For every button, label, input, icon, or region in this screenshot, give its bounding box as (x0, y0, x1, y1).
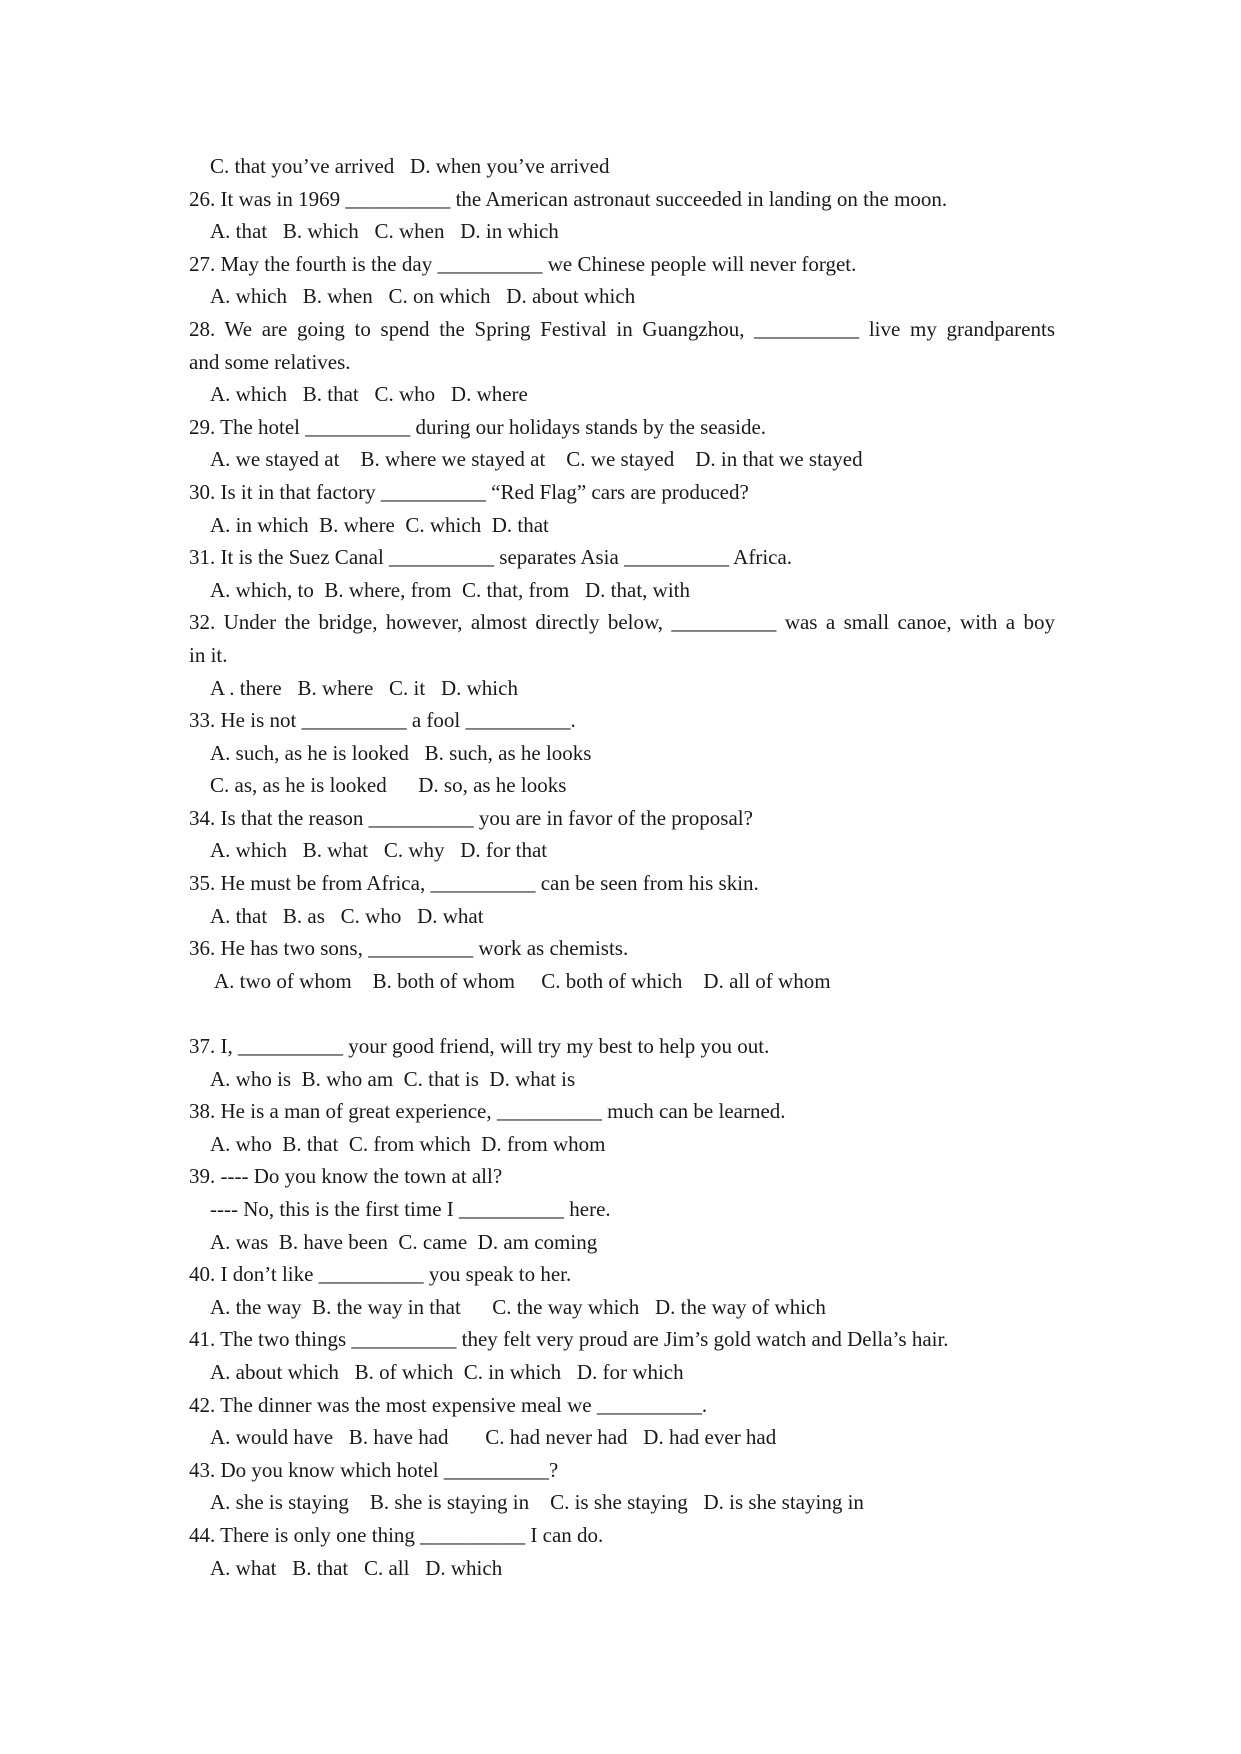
question-line: 32. Under the bridge, however, almost directly below, __________ was a small canoe, with a boy (189, 610, 1055, 635)
question-line: 35. He must be from Africa, __________ can be seen from his skin. (189, 871, 759, 896)
options-line: C. as, as he is looked D. so, as he looks (210, 773, 567, 798)
options-line: A. was B. have been C. came D. am coming (210, 1229, 598, 1254)
question-line: 27. May the fourth is the day __________ we Chinese people will never forget. (189, 251, 857, 276)
options-line: A. which, to B. where, from C. that, from D. that, with (210, 577, 691, 602)
question-line: 26. It was in 1969 __________ the American astronaut succeeded in landing on the moon. (189, 186, 948, 211)
question-line: in it. (189, 642, 228, 667)
question-line: and some relatives. (189, 349, 351, 374)
question-line: 30. Is it in that factory __________ “Red Flag” cars are produced? (189, 479, 749, 504)
options-line: A . there B. where C. it D. which (210, 675, 518, 700)
question-line: 33. He is not __________ a fool __________. (189, 708, 576, 733)
question-line: 36. He has two sons, __________ work as chemists. (189, 936, 629, 961)
question-line: 41. The two things __________ they felt very proud are Jim’s gold watch and Della’s hair. (189, 1327, 949, 1352)
question-line: 29. The hotel __________ during our holidays stands by the seaside. (189, 414, 767, 439)
question-line: 40. I don’t like __________ you speak to her. (189, 1262, 572, 1287)
options-line: C. that you’ve arrived D. when you’ve arrived (210, 154, 610, 178)
options-line: A. that B. as C. who D. what (210, 903, 484, 928)
blank-line (189, 997, 1055, 1030)
options-line: A. the way B. the way in that C. the way which D. the way of which (210, 1294, 826, 1319)
options-line: A. that B. which C. when D. in which (210, 219, 559, 244)
options-line: A. what B. that C. all D. which (210, 1555, 503, 1580)
options-line: A. who is B. who am C. that is D. what is (210, 1066, 576, 1091)
options-line: A. about which B. of which C. in which D. for which (210, 1359, 684, 1384)
question-line: 28. We are going to spend the Spring Festival in Guangzhou, __________ live my grandparents (189, 316, 1055, 341)
question-line: 39. ---- Do you know the town at all? (189, 1164, 503, 1189)
question-line: 44. There is only one thing __________ I can do. (189, 1522, 604, 1547)
options-line: A. which B. what C. why D. for that (210, 838, 548, 863)
question-line: 31. It is the Suez Canal __________ separates Asia __________ Africa. (189, 545, 793, 570)
options-line: A. would have B. have had C. had never had D. had ever had (210, 1425, 777, 1450)
question-line: 38. He is a man of great experience, __________ much can be learned. (189, 1099, 786, 1124)
exercise-sheet (189, 150, 1055, 1584)
options-line: A. who B. that C. from which D. from whom (210, 1131, 606, 1156)
question-line: 37. I, __________ your good friend, will try my best to help you out. (189, 1034, 770, 1059)
options-line: ---- No, this is the first time I __________ here. (210, 1197, 611, 1221)
question-line: 43. Do you know which hotel __________? (189, 1457, 559, 1482)
options-line: A. in which B. where C. which D. that (210, 512, 549, 537)
options-line: A. which B. that C. who D. where (210, 382, 528, 407)
options-line: A. which B. when C. on which D. about which (210, 284, 636, 309)
options-line: A. she is staying B. she is staying in C. is she staying D. is she staying in (210, 1490, 864, 1515)
question-line: 42. The dinner was the most expensive meal we __________. (189, 1392, 708, 1417)
options-line: A. such, as he is looked B. such, as he looks (210, 740, 592, 765)
options-line: A. we stayed at B. where we stayed at C. we stayed D. in that we stayed (210, 447, 863, 472)
options-line: A. two of whom B. both of whom C. both of which D. all of whom (214, 968, 831, 993)
question-line: 34. Is that the reason __________ you are in favor of the proposal? (189, 805, 753, 830)
